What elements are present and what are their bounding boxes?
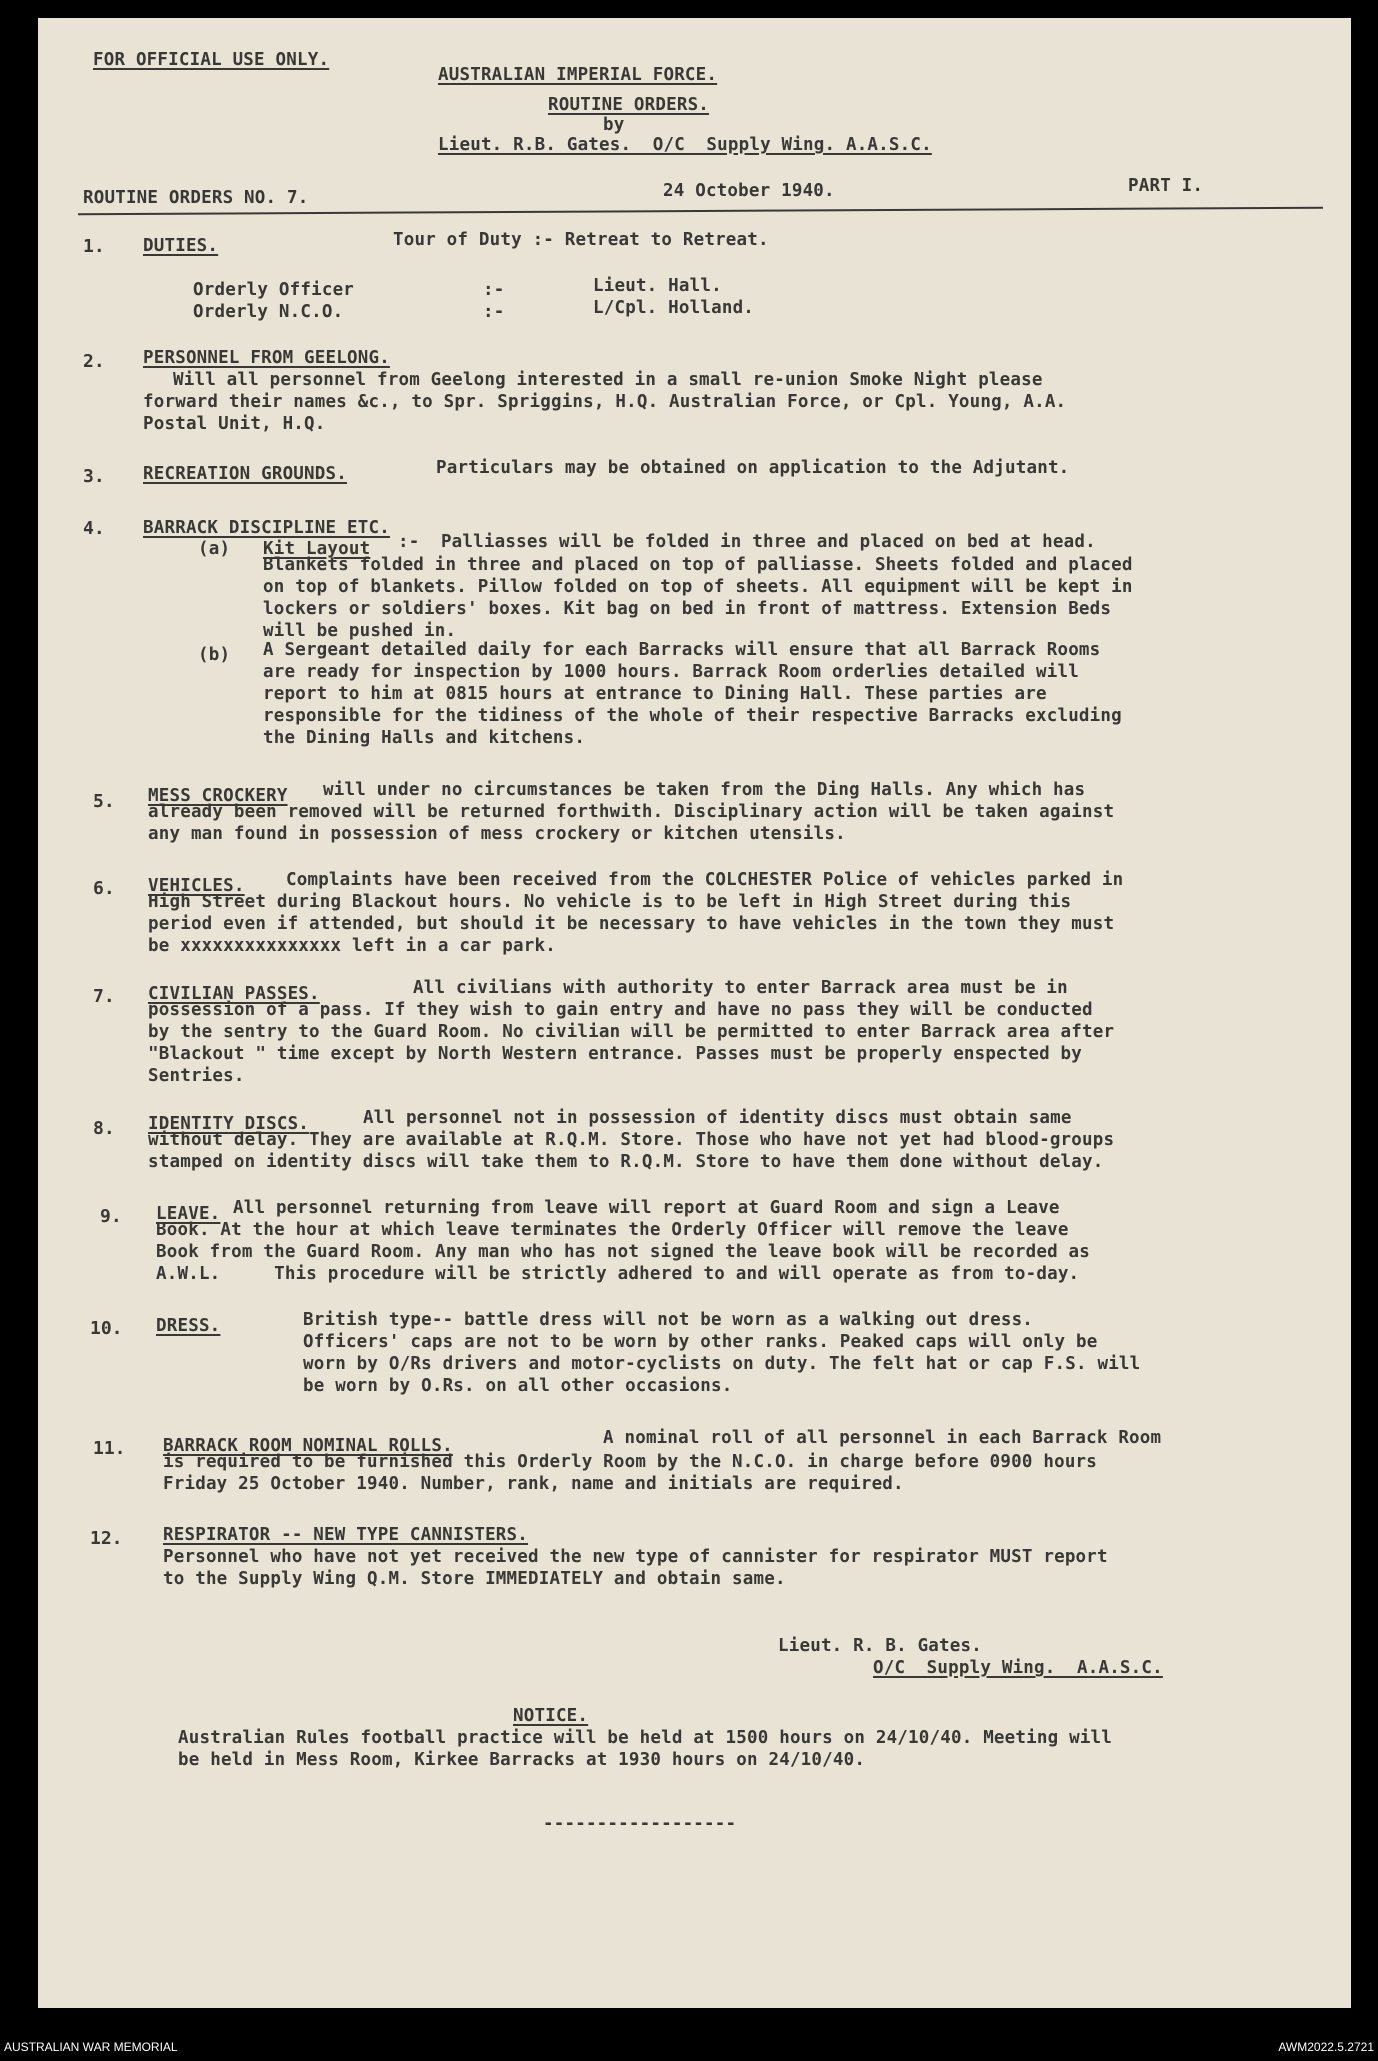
duty-name: Lieut. Hall. <box>593 276 722 296</box>
duty-role: Orderly N.C.O. <box>193 302 344 322</box>
item-title-civilian: CIVILIAN PASSES. <box>148 984 320 1004</box>
duty-sep: :- <box>483 302 505 322</box>
item-title-mess: MESS CROCKERY <box>148 786 288 806</box>
signature-unit: O/C Supply Wing. A.A.S.C. <box>873 1658 1163 1678</box>
item-line: Postal Unit, H.Q. <box>143 414 326 434</box>
item-title-recreation: RECREATION GROUNDS. <box>143 464 347 484</box>
item-line: All personnel returning from leave will report at Guard Room and sign a Leave <box>233 1198 1060 1218</box>
item-line: to the Supply Wing Q.M. Store IMMEDIATELY and obtain same. <box>163 1569 786 1589</box>
part-label: PART I. <box>1128 176 1204 196</box>
item-title-dress: DRESS. <box>156 1316 221 1336</box>
order-date: 24 October 1940. <box>663 181 835 201</box>
item-line: Sentries. <box>148 1066 245 1086</box>
item-line: responsible for the tidiness of the whole of their respective Barracks excluding <box>263 706 1122 726</box>
document-page <box>38 18 1351 2008</box>
item-title-leave: LEAVE. <box>156 1204 221 1224</box>
duty-role: Orderly Officer <box>193 280 355 300</box>
item-number: 6. <box>93 878 115 899</box>
item-line: Complaints have been received from the COLCHESTER Police of vehicles parked in <box>286 870 1124 890</box>
item-title-identity: IDENTITY DISCS. <box>148 1114 310 1134</box>
item-line: Book. At the hour at which leave terminates the Orderly Officer will remove the leave <box>156 1220 1069 1240</box>
item-title-respirator: RESPIRATOR -- NEW TYPE CANNISTERS. <box>163 1525 529 1545</box>
notice-divider: ------------------ <box>543 1814 737 1834</box>
item-line: the Dining Halls and kitchens. <box>263 728 586 748</box>
item-line: Particulars may be obtained on application to the Adjutant. <box>436 458 1070 478</box>
orders-heading: ROUTINE ORDERS. <box>548 95 710 115</box>
sub-label-a: (a) <box>198 539 231 559</box>
item-line: Officers' caps are not to be worn by other ranks. Peaked caps will only be <box>303 1332 1098 1352</box>
item-number: 2. <box>83 351 105 372</box>
item-line: A nominal roll of all personnel in each Barrack Room <box>603 1428 1162 1448</box>
item-line: forward their names &c., to Spr. Spriggins, H.Q. Australian Force, or Cpl. Young, A.A. <box>143 392 1067 412</box>
item-line: Personnel who have not yet received the new type of cannister for respirator MUST report <box>163 1547 1108 1567</box>
duty-sep: :- <box>483 280 505 300</box>
notice-line: be held in Mess Room, Kirkee Barracks at 1930 hours on 24/10/40. <box>178 1750 866 1770</box>
item-number: 11. <box>93 1438 126 1459</box>
archive-credit: AUSTRALIAN WAR MEMORIAL <box>4 2040 178 2054</box>
item-line: will under no circumstances be taken from the Ding Halls. Any which has <box>323 780 1086 800</box>
item-line: Will all personnel from Geelong interested in a small re-union Smoke Night please <box>173 370 1043 390</box>
item-title-nominal: BARRACK ROOM NOMINAL ROLLS. <box>163 1436 453 1456</box>
item-line: :- Palliasses will be folded in three and placed on bed at head. <box>398 532 1096 552</box>
item-line: is required to be furnished this Orderly Room by the N.C.O. in charge before 0900 hours <box>163 1452 1098 1472</box>
item-line: British type-- battle dress will not be worn as a walking out dress. <box>303 1310 1034 1330</box>
item-line: are ready for inspection by 1000 hours. Barrack Room orderlies detailed will <box>263 662 1079 682</box>
archive-reference: AWM2022.5.2721 <box>1278 2040 1374 2054</box>
item-title-barrack: BARRACK DISCIPLINE ETC. <box>143 518 390 538</box>
item-line: lockers or soldiers' boxes. Kit bag on bed in front of mattress. Extension Beds <box>263 599 1112 619</box>
item-line: All personnel not in possession of identity discs must obtain same <box>363 1108 1072 1128</box>
item-line: period even if attended, but should it be necessary to have vehicles in the town they must <box>148 914 1115 934</box>
header-rule <box>78 207 1323 216</box>
item-line: All civilians with authority to enter Barrack area must be in <box>413 978 1068 998</box>
by-text: by <box>603 115 625 135</box>
item-number: 9. <box>100 1206 122 1227</box>
item-number: 5. <box>93 791 115 812</box>
item-line: be xxxxxxxxxxxxxxx left in a car park. <box>148 936 556 956</box>
item-line: be worn by O.Rs. on all other occasions. <box>303 1376 733 1396</box>
item-line: A.W.L. This procedure will be strictly adhered to and will operate as from to-day. <box>156 1264 1080 1284</box>
item-number: 4. <box>83 518 105 539</box>
item-number: 7. <box>93 986 115 1007</box>
sub-label-b: (b) <box>198 645 231 665</box>
item-line: any man found in possession of mess crockery or kitchen utensils. <box>148 824 846 844</box>
item-line: Book from the Guard Room. Any man who has not signed the leave book will be recorded as <box>156 1242 1091 1262</box>
item-line: Blankets folded in three and placed on top of palliasse. Sheets folded and placed <box>263 555 1133 575</box>
force-heading: AUSTRALIAN IMPERIAL FORCE. <box>438 65 718 85</box>
duty-name: L/Cpl. Holland. <box>593 298 755 318</box>
item-line: stamped on identity discs will take them to R.Q.M. Store to have them done without delay. <box>148 1152 1104 1172</box>
signature-name: Lieut. R. B. Gates. <box>778 1636 982 1656</box>
item-line: by the sentry to the Guard Room. No civilian will be permitted to enter Barrack area after <box>148 1022 1115 1042</box>
item-line: will be pushed in. <box>263 621 457 641</box>
item-title-duties: DUTIES. <box>143 236 219 256</box>
item-number: 1. <box>83 236 105 257</box>
item-line: already been removed will be returned forthwith. Disciplinary action will be taken against <box>148 802 1115 822</box>
item-number: 8. <box>93 1118 115 1139</box>
item-line: report to him at 0815 hours at entrance to Dining Hall. These parties are <box>263 684 1047 704</box>
item-line: A Sergeant detailed daily for each Barracks will ensure that all Barrack Rooms <box>263 640 1101 660</box>
item-line: on top of blankets. Pillow folded on top of sheets. All equipment will be kept in <box>263 577 1133 597</box>
kit-layout-title: Kit Layout <box>263 539 371 559</box>
notice-line: Australian Rules football practice will be held at 1500 hours on 24/10/40. Meeting will <box>178 1728 1113 1748</box>
item-line: without delay. They are available at R.Q.M. Store. Those who have not yet had blood-groups <box>148 1130 1115 1150</box>
notice-title: NOTICE. <box>513 1706 589 1726</box>
item-number: 3. <box>83 466 105 487</box>
item-line: possession of a pass. If they wish to gain entry and have no pass they will be conducted <box>148 1000 1093 1020</box>
official-use-heading: FOR OFFICIAL USE ONLY. <box>93 50 330 70</box>
order-number: ROUTINE ORDERS NO. 7. <box>83 188 309 208</box>
item-line: worn by O/Rs drivers and motor-cyclists on duty. The felt hat or cap F.S. will <box>303 1354 1141 1374</box>
item-number: 12. <box>90 1528 123 1549</box>
item-line: Tour of Duty :- Retreat to Retreat. <box>393 230 769 250</box>
item-number: 10. <box>90 1318 123 1339</box>
item-line: Friday 25 October 1940. Number, rank, name and initials are required. <box>163 1474 904 1494</box>
item-title-geelong: PERSONNEL FROM GEELONG. <box>143 348 390 368</box>
item-title-vehicles: VEHICLES. <box>148 876 245 896</box>
item-line: High Street during Blackout hours. No vehicle is to be left in High Street during this <box>148 892 1072 912</box>
officer-line: Lieut. R.B. Gates. O/C Supply Wing. A.A.S.C. <box>438 135 932 155</box>
item-line: "Blackout " time except by North Western entrance. Passes must be properly enspected by <box>148 1044 1083 1064</box>
